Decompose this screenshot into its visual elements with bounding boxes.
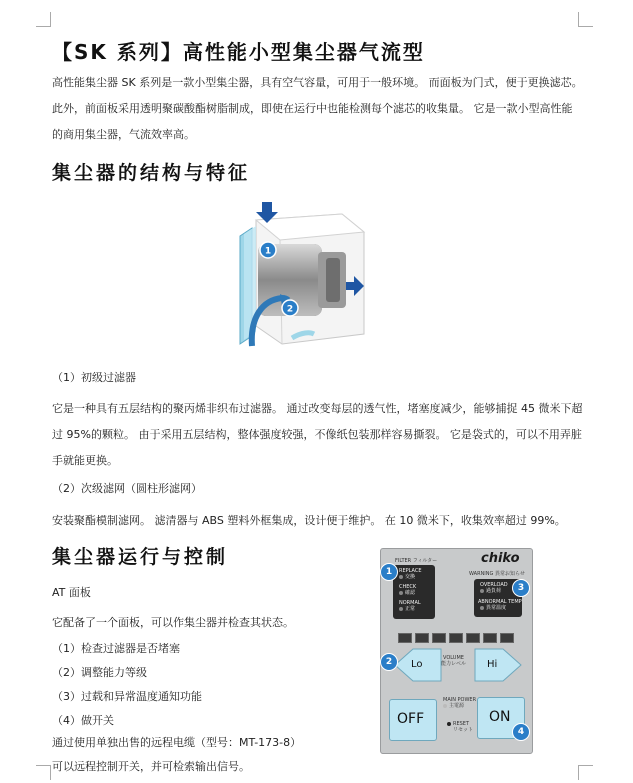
replace-label: REPLACE [399,568,422,574]
operation-intro: 它配备了一个面板，可以作集尘器并检查其状态。 [52,616,294,629]
filter1-line-2: 过 95%的颗粒。 由于采用五层结构，整体强度较强，不像纸包装那样容易撕裂。 它是袋式的，可以不用弄脏 [52,428,582,441]
check-label: CHECK [399,584,417,590]
check-jp-label: 確認 [405,590,416,596]
off-label: OFF [397,711,425,727]
intro-line-1: 高性能集尘器 SK 系列是一款小型集尘器，具有空气容量，可用于一般环境。 而面板为门式，便于更换滤芯。 [52,76,583,89]
filter2-heading: （2）次级滤网（圆柱形滤网） [52,482,202,495]
on-label: ON [489,709,511,725]
overload-jp-label: 過負荷 [486,588,502,594]
filter1-line-3: 手就能更换。 [52,454,118,467]
corner-mark-bottom-left [36,765,51,780]
section-heading-operation: 集尘器运行与控制 [52,546,229,568]
operation-item-2: （2）调整能力等级 [52,666,147,679]
remote-line-2: 可以远程控制开关，并可检索输出信号。 [52,760,250,773]
panel-badge-2: 2 [380,653,398,671]
operation-item-1: （1）检查过滤器是否堵塞 [52,642,180,655]
main-power-jp-label: 主電源 [449,703,465,709]
abnormal-temp-jp-label: 異常温度 [486,605,507,611]
panel-badge-3: 3 [512,579,530,597]
reset-label: RESET [453,721,470,727]
filter2-line: 安装聚酯模制滤网。 滤清器与 ABS 塑料外框集成，设计便于维护。 在 10 微米下，收集效率超过 99%。 [52,514,566,527]
abnormal-temp-label: ABNORMAL TEMP [478,599,522,605]
panel-name: AT 面板 [52,586,91,599]
warning-label: WARNING 異常お知らせ [469,571,525,577]
normal-led [399,607,403,611]
document-title: 【SK 系列】高性能小型集尘器气流型 [52,40,425,64]
intro-line-3: 的商用集尘器，气流效率高。 [52,128,195,141]
section-heading-structure: 集尘器的结构与特征 [52,162,251,184]
main-power-label: MAIN POWER [443,697,477,703]
reset-jp-label: リセット [453,727,473,733]
corner-mark-bottom-right [578,765,593,780]
overload-label: OVERLOAD [480,582,508,588]
overload-led [480,589,484,593]
replace-jp-label: 交換 [405,574,416,580]
remote-line-1: 通过使用单独出售的远程电缆（型号：MT-173-8） [52,736,302,749]
volume-jp-label: 能力レベル [441,661,467,667]
replace-led [399,575,403,579]
panel-brand-logo: chiko [481,551,520,566]
reset-button [447,722,451,726]
filter1-heading: （1）初级过滤器 [52,371,136,384]
main-power-led [443,704,447,708]
volume-level-led-bar [396,633,518,643]
hi-button [473,647,523,683]
panel-filter-label: FILTER フィルター [395,558,438,564]
filter-status-block [393,565,435,619]
volume-label: VOLUME [443,655,464,661]
normal-label: NORMAL [399,600,421,606]
check-led [399,591,403,595]
hi-label: Hi [487,659,498,670]
filter1-line-1: 它是一种具有五层结构的聚丙烯非织布过滤器。 通过改变每层的透气性，堵塞度减少，能够捕捉 45 微米下超 [52,402,583,415]
illustration-badge-2: 2 [286,304,294,315]
illustration-badge-1: 1 [264,246,272,257]
collector-illustration [222,196,372,356]
operation-item-3: （3）过载和异常温度通知功能 [52,690,202,703]
corner-mark-top-left [36,12,51,27]
normal-jp-label: 正常 [405,606,416,612]
panel-badge-4: 4 [512,723,530,741]
operation-item-4: （4）做开关 [52,714,114,727]
corner-mark-top-right [578,12,593,27]
panel-badge-1: 1 [380,563,398,581]
lo-label: Lo [411,659,423,670]
off-button [389,699,437,741]
intro-line-2: 此外，前面板采用透明聚碳酸酯树脂制成，即使在运行中也能检测每个滤芯的收集量。 它是一款小型高性能 [52,102,573,115]
control-panel-image [380,548,533,754]
abnormal-temp-led [480,606,484,610]
